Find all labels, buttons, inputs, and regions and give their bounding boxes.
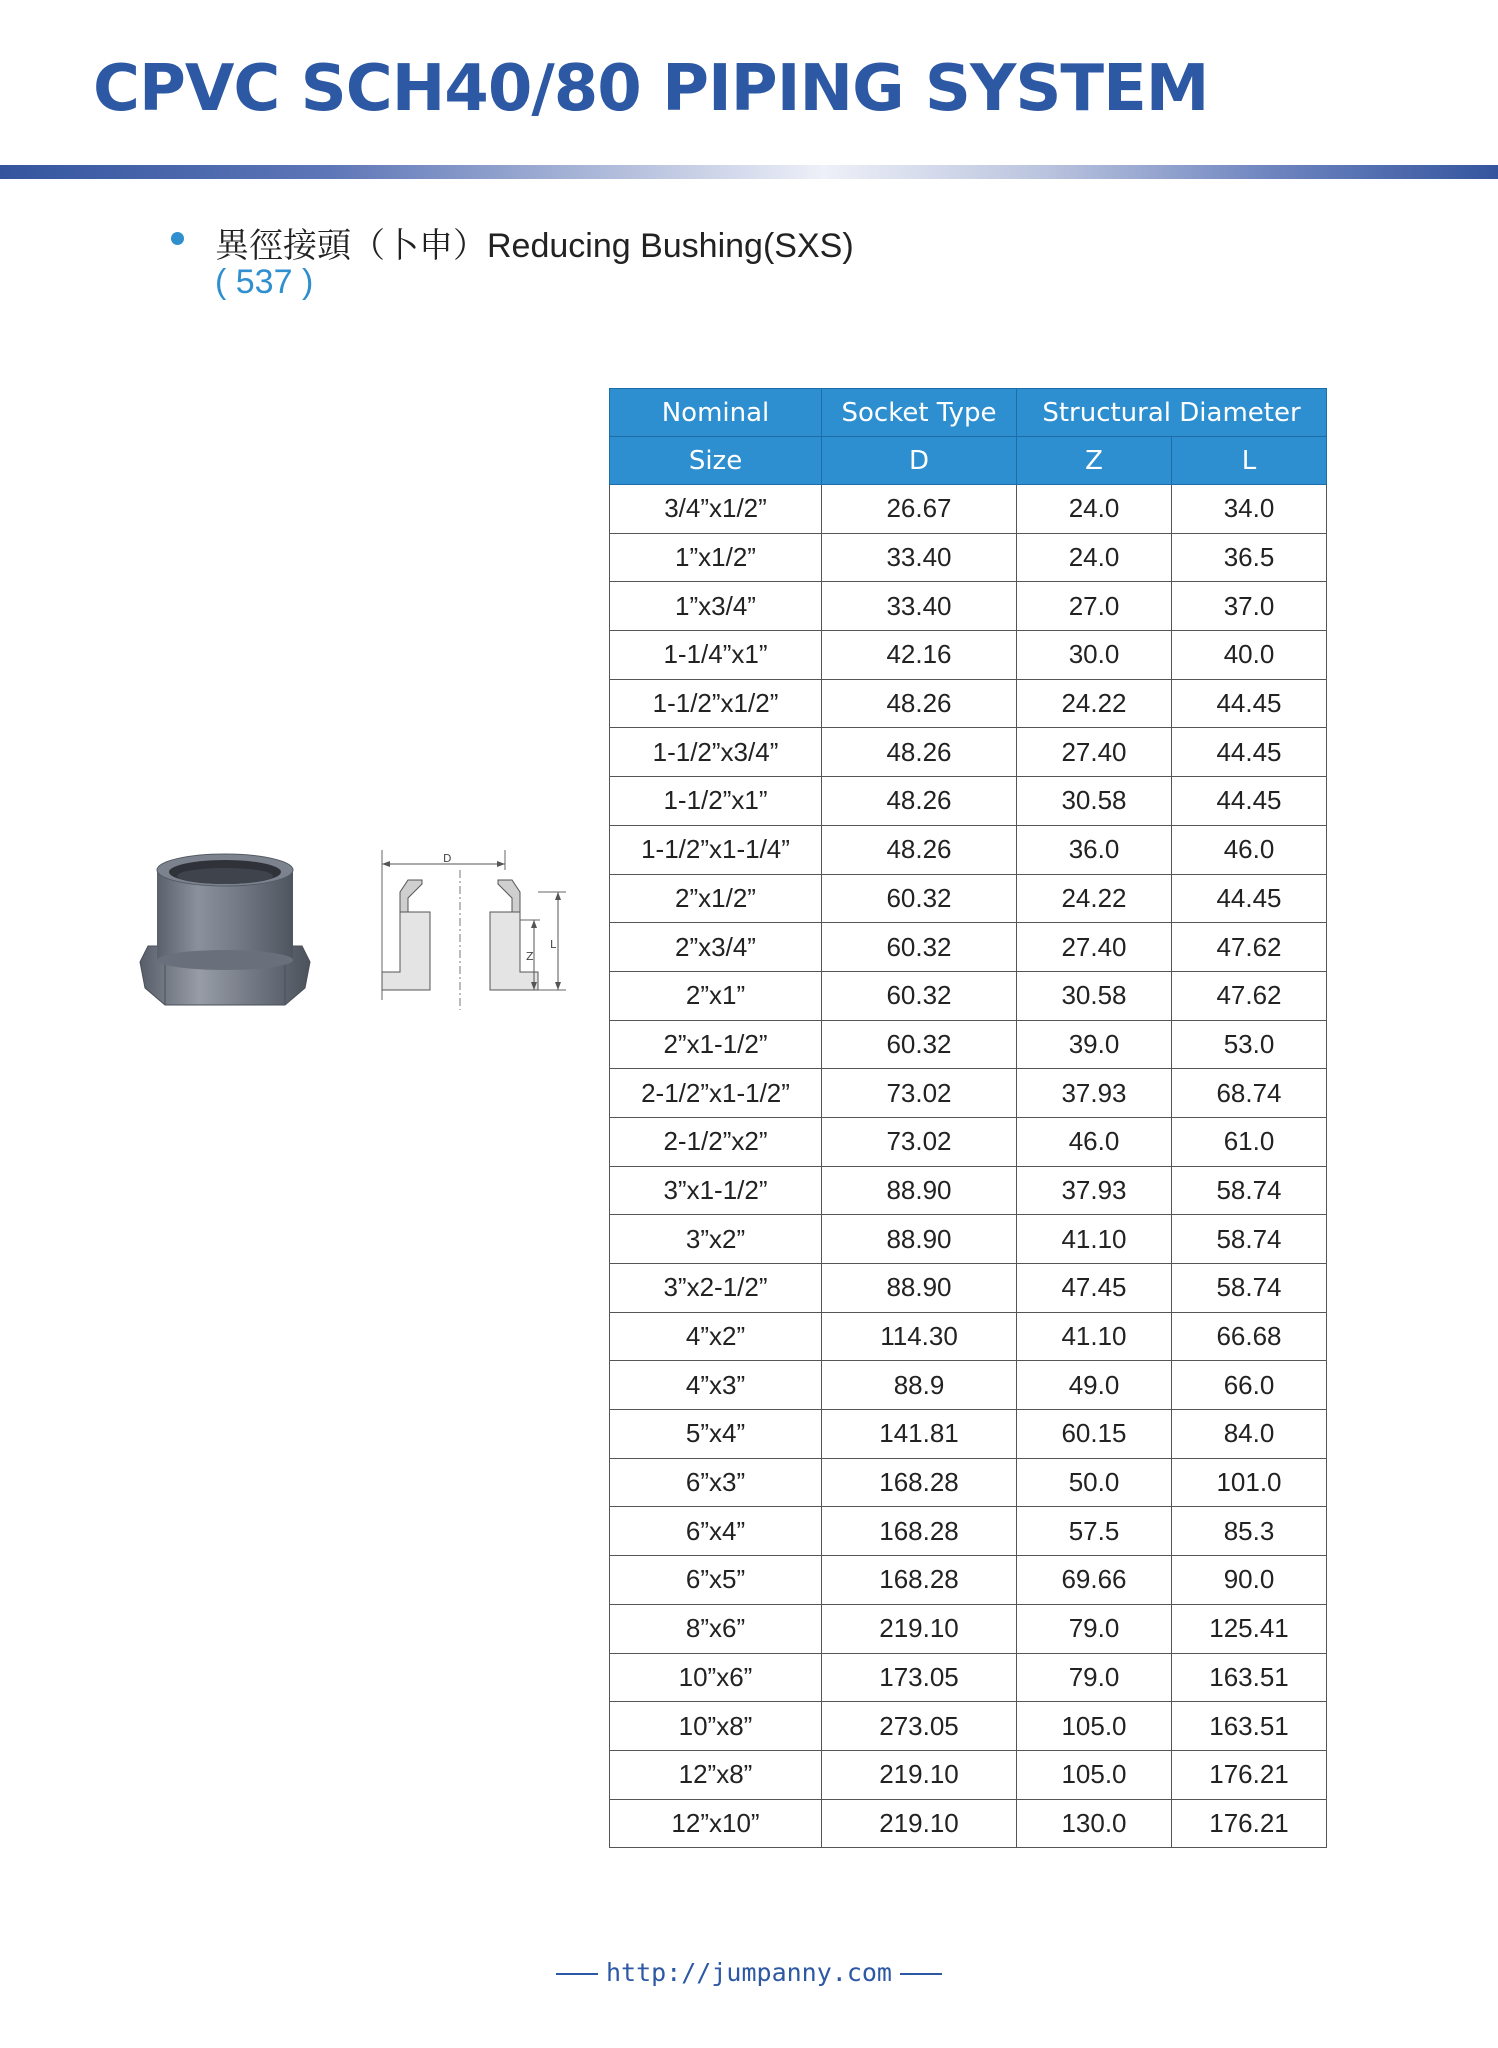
table-row xyxy=(610,582,1327,631)
table-row xyxy=(610,533,1327,582)
cell-z: 57.5 xyxy=(1017,1507,1172,1556)
product-photo xyxy=(135,850,315,1020)
dimension-d-label: D xyxy=(443,852,452,865)
cell-l: 66.0 xyxy=(1172,1361,1327,1410)
table-row xyxy=(610,1069,1327,1118)
cell-size: 1-1/2”x1-1/4” xyxy=(610,825,822,874)
table-row xyxy=(610,1117,1327,1166)
cell-d: 88.90 xyxy=(822,1215,1017,1264)
table-row xyxy=(610,485,1327,534)
table-row xyxy=(610,923,1327,972)
cell-z: 79.0 xyxy=(1017,1653,1172,1702)
cell-size: 2-1/2”x2” xyxy=(610,1117,822,1166)
cell-d: 42.16 xyxy=(822,631,1017,680)
table-row xyxy=(610,1264,1327,1313)
cell-size: 1”x1/2” xyxy=(610,533,822,582)
header-socket-type: Socket Type xyxy=(822,389,1017,437)
cell-z: 50.0 xyxy=(1017,1458,1172,1507)
cell-z: 47.45 xyxy=(1017,1264,1172,1313)
cell-l: 36.5 xyxy=(1172,533,1327,582)
page-title: CPVC SCH40/80 PIPING SYSTEM xyxy=(93,52,1209,126)
table-header-row xyxy=(610,389,1327,437)
cell-size: 10”x6” xyxy=(610,1653,822,1702)
cell-z: 41.10 xyxy=(1017,1215,1172,1264)
cell-z: 30.58 xyxy=(1017,971,1172,1020)
cell-d: 33.40 xyxy=(822,582,1017,631)
cell-size: 12”x10” xyxy=(610,1799,822,1848)
cell-size: 2”x1” xyxy=(610,971,822,1020)
cell-d: 219.10 xyxy=(822,1799,1017,1848)
cell-l: 163.51 xyxy=(1172,1653,1327,1702)
cell-size: 4”x3” xyxy=(610,1361,822,1410)
footer-rule-left xyxy=(556,1973,598,1975)
cell-d: 168.28 xyxy=(822,1556,1017,1605)
cell-l: 37.0 xyxy=(1172,582,1327,631)
table-row xyxy=(610,1458,1327,1507)
cell-l: 44.45 xyxy=(1172,728,1327,777)
cell-size: 2”x1/2” xyxy=(610,874,822,923)
cell-l: 68.74 xyxy=(1172,1069,1327,1118)
cell-size: 1-1/2”x3/4” xyxy=(610,728,822,777)
footer xyxy=(0,1958,1498,1987)
table-row xyxy=(610,1702,1327,1751)
bullet-icon xyxy=(171,232,184,245)
footer-url: http://jumpanny.com xyxy=(606,1958,892,1987)
cell-l: 47.62 xyxy=(1172,923,1327,972)
cell-l: 46.0 xyxy=(1172,825,1327,874)
table-row xyxy=(610,631,1327,680)
cell-d: 73.02 xyxy=(822,1069,1017,1118)
cell-d: 219.10 xyxy=(822,1604,1017,1653)
table-row xyxy=(610,825,1327,874)
cell-l: 176.21 xyxy=(1172,1750,1327,1799)
cell-z: 37.93 xyxy=(1017,1069,1172,1118)
table-row xyxy=(610,971,1327,1020)
cell-z: 30.58 xyxy=(1017,777,1172,826)
cell-l: 176.21 xyxy=(1172,1799,1327,1848)
table-row xyxy=(610,1507,1327,1556)
cell-l: 125.41 xyxy=(1172,1604,1327,1653)
table-row xyxy=(610,1312,1327,1361)
header-z: Z xyxy=(1017,437,1172,485)
footer-rule-right xyxy=(900,1973,942,1975)
cell-l: 90.0 xyxy=(1172,1556,1327,1605)
cell-z: 69.66 xyxy=(1017,1556,1172,1605)
cell-z: 27.0 xyxy=(1017,582,1172,631)
cell-d: 173.05 xyxy=(822,1653,1017,1702)
cell-size: 8”x6” xyxy=(610,1604,822,1653)
cell-l: 40.0 xyxy=(1172,631,1327,680)
cell-size: 3”x2” xyxy=(610,1215,822,1264)
cell-size: 6”x3” xyxy=(610,1458,822,1507)
cell-l: 44.45 xyxy=(1172,679,1327,728)
table-row xyxy=(610,1799,1327,1848)
cell-d: 60.32 xyxy=(822,874,1017,923)
table-row xyxy=(610,679,1327,728)
cell-z: 130.0 xyxy=(1017,1799,1172,1848)
table-row xyxy=(610,874,1327,923)
cell-z: 27.40 xyxy=(1017,923,1172,972)
cell-l: 34.0 xyxy=(1172,485,1327,534)
cell-l: 85.3 xyxy=(1172,1507,1327,1556)
cell-d: 168.28 xyxy=(822,1458,1017,1507)
cell-d: 219.10 xyxy=(822,1750,1017,1799)
table-row xyxy=(610,1653,1327,1702)
cell-d: 48.26 xyxy=(822,679,1017,728)
cell-l: 44.45 xyxy=(1172,777,1327,826)
header-nominal: Nominal xyxy=(610,389,822,437)
cell-z: 79.0 xyxy=(1017,1604,1172,1653)
cell-l: 53.0 xyxy=(1172,1020,1327,1069)
cell-l: 61.0 xyxy=(1172,1117,1327,1166)
cell-size: 1-1/2”x1/2” xyxy=(610,679,822,728)
cell-size: 1-1/4”x1” xyxy=(610,631,822,680)
cell-l: 66.68 xyxy=(1172,1312,1327,1361)
cell-z: 37.93 xyxy=(1017,1166,1172,1215)
cell-z: 60.15 xyxy=(1017,1410,1172,1459)
cell-d: 60.32 xyxy=(822,971,1017,1020)
cell-size: 10”x8” xyxy=(610,1702,822,1751)
cell-d: 48.26 xyxy=(822,825,1017,874)
cell-d: 60.32 xyxy=(822,923,1017,972)
cell-l: 101.0 xyxy=(1172,1458,1327,1507)
cell-d: 141.81 xyxy=(822,1410,1017,1459)
cell-l: 84.0 xyxy=(1172,1410,1327,1459)
cell-size: 4”x2” xyxy=(610,1312,822,1361)
header-size: Size xyxy=(610,437,822,485)
cell-size: 5”x4” xyxy=(610,1410,822,1459)
table-row xyxy=(610,1604,1327,1653)
cell-z: 24.22 xyxy=(1017,679,1172,728)
cell-z: 24.22 xyxy=(1017,874,1172,923)
header-gradient-band xyxy=(0,165,1498,179)
cell-size: 6”x5” xyxy=(610,1556,822,1605)
cell-size: 12”x8” xyxy=(610,1750,822,1799)
table-row xyxy=(610,1556,1327,1605)
cell-size: 1”x3/4” xyxy=(610,582,822,631)
product-code: ( 537 ) xyxy=(215,263,314,301)
cell-l: 58.74 xyxy=(1172,1166,1327,1215)
cell-size: 6”x4” xyxy=(610,1507,822,1556)
header-structural-diameter: Structural Diameter xyxy=(1017,389,1327,437)
cell-size: 2-1/2”x1-1/2” xyxy=(610,1069,822,1118)
cell-size: 3”x2-1/2” xyxy=(610,1264,822,1313)
cell-size: 2”x1-1/2” xyxy=(610,1020,822,1069)
cell-size: 1-1/2”x1” xyxy=(610,777,822,826)
cell-z: 30.0 xyxy=(1017,631,1172,680)
cell-d: 60.32 xyxy=(822,1020,1017,1069)
cross-section-drawing xyxy=(370,850,570,1020)
cell-d: 114.30 xyxy=(822,1312,1017,1361)
cell-z: 39.0 xyxy=(1017,1020,1172,1069)
dimension-z-label: Z xyxy=(526,950,534,963)
cell-z: 49.0 xyxy=(1017,1361,1172,1410)
header-d: D xyxy=(822,437,1017,485)
table-row xyxy=(610,1750,1327,1799)
cell-d: 168.28 xyxy=(822,1507,1017,1556)
cell-z: 46.0 xyxy=(1017,1117,1172,1166)
cell-z: 27.40 xyxy=(1017,728,1172,777)
table-row xyxy=(610,1020,1327,1069)
cell-d: 33.40 xyxy=(822,533,1017,582)
cell-z: 24.0 xyxy=(1017,485,1172,534)
dimensions-table xyxy=(609,388,1327,1848)
cell-d: 73.02 xyxy=(822,1117,1017,1166)
cell-d: 88.90 xyxy=(822,1264,1017,1313)
product-name: 異徑接頭（卜申）Reducing Bushing(SXS) xyxy=(215,227,854,265)
cell-d: 26.67 xyxy=(822,485,1017,534)
header-l: L xyxy=(1172,437,1327,485)
cell-size: 3”x1-1/2” xyxy=(610,1166,822,1215)
cell-size: 2”x3/4” xyxy=(610,923,822,972)
cell-d: 88.9 xyxy=(822,1361,1017,1410)
cell-l: 58.74 xyxy=(1172,1264,1327,1313)
cell-l: 47.62 xyxy=(1172,971,1327,1020)
cell-d: 88.90 xyxy=(822,1166,1017,1215)
table-subheader-row xyxy=(610,437,1327,485)
cell-z: 105.0 xyxy=(1017,1702,1172,1751)
cell-d: 273.05 xyxy=(822,1702,1017,1751)
cell-l: 44.45 xyxy=(1172,874,1327,923)
cell-d: 48.26 xyxy=(822,777,1017,826)
cell-d: 48.26 xyxy=(822,728,1017,777)
table-body xyxy=(610,485,1327,1848)
table-row xyxy=(610,777,1327,826)
dimension-l-label: L xyxy=(550,938,557,951)
cell-z: 105.0 xyxy=(1017,1750,1172,1799)
cell-z: 36.0 xyxy=(1017,825,1172,874)
cell-z: 24.0 xyxy=(1017,533,1172,582)
cell-l: 163.51 xyxy=(1172,1702,1327,1751)
cell-size: 3/4”x1/2” xyxy=(610,485,822,534)
cell-z: 41.10 xyxy=(1017,1312,1172,1361)
table-row xyxy=(610,1410,1327,1459)
cell-l: 58.74 xyxy=(1172,1215,1327,1264)
table-row xyxy=(610,1166,1327,1215)
table-row xyxy=(610,1361,1327,1410)
table-row xyxy=(610,728,1327,777)
table-row xyxy=(610,1215,1327,1264)
